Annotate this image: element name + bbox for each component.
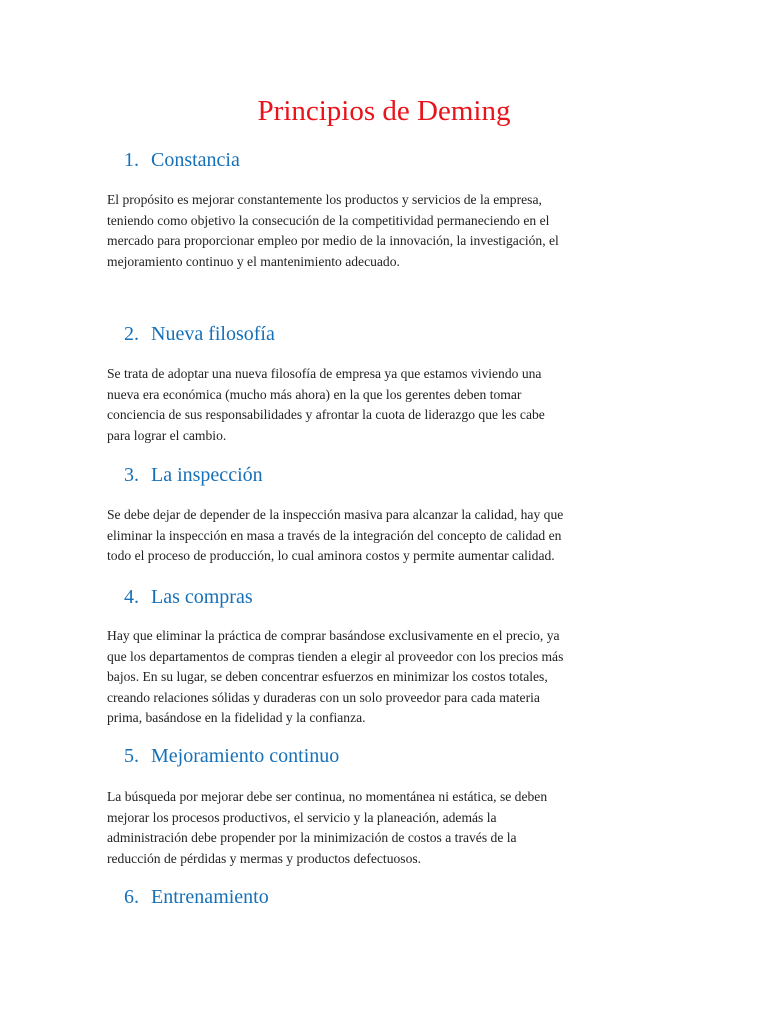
section-body-mejoramiento-continuo [107, 787, 667, 869]
paragraph-line: eliminar la inspección en masa a través de la integración del concepto de calidad en [107, 527, 562, 543]
paragraph-line: creando relaciones sólidas y duraderas con un solo proveedor para cada materia [107, 689, 540, 705]
paragraph-line: La búsqueda por mejorar debe ser continua, no momentánea ni estática, se deben [107, 789, 548, 804]
section-number: 2. [124, 323, 139, 345]
section-number: 4. [124, 586, 139, 608]
section-number: 5. [124, 745, 139, 767]
paragraph-line: conciencia de sus responsabilidades y afrontar la cuota de liderazgo que les cabe [107, 407, 545, 422]
page-title: Principios de Deming [257, 95, 511, 127]
section-heading-entrenamiento [124, 884, 269, 910]
paragraph-line: prima, basándose en la fidelidad y la confianza. [107, 710, 366, 725]
section-heading-las-compras [124, 584, 253, 610]
paragraph-line: nueva era económica (mucho más ahora) en la que los gerentes deben tomar [107, 386, 522, 402]
paragraph-line: mejorar los procesos productivos, el servicio y la planeación, además la [107, 809, 497, 825]
paragraph-line: administración debe propender por la minimización de costos a través de la [107, 830, 517, 845]
section-body-constancia [107, 190, 667, 272]
paragraph-line: mercado para proporcionar empleo por medio de la innovación, la investigación, el [107, 233, 559, 248]
section-heading-text: Las compras [151, 586, 253, 608]
section-body-la-inspeccion [107, 505, 667, 567]
section-body-las-compras [107, 626, 667, 729]
paragraph-line: que los departamentos de compras tienden a elegir al proveedor con los precios más [107, 648, 564, 664]
paragraph-line: El propósito es mejorar constantemente los productos y servicios de la empresa, [107, 192, 542, 207]
section-heading-text: Mejoramiento continuo [151, 745, 340, 767]
section-heading-constancia [124, 147, 240, 173]
section-body-nueva-filosofia [107, 364, 667, 446]
paragraph-line: Hay que eliminar la práctica de comprar basándose exclusivamente en el precio, ya [107, 628, 560, 643]
section-heading-la-inspeccion [124, 462, 263, 488]
paragraph-line: teniendo como objetivo la consecución de la competitividad permaneciendo en el [107, 212, 550, 228]
paragraph-line: todo el proceso de producción, lo cual aminora costos y permite aumentar calidad. [107, 548, 555, 563]
paragraph-line: reducción de pérdidas y mermas y productos defectuosos. [107, 850, 422, 866]
section-number: 3. [124, 464, 139, 486]
paragraph-line: mejoramiento continuo y el mantenimiento adecuado. [107, 253, 400, 269]
section-number: 6. [124, 886, 139, 908]
paragraph-line: Se trata de adoptar una nueva filosofía de empresa ya que estamos viviendo una [107, 366, 542, 381]
paragraph-line: para lograr el cambio. [107, 427, 227, 443]
paragraph-line: Se debe dejar de depender de la inspección masiva para alcanzar la calidad, hay que [107, 507, 564, 522]
section-heading-text: Constancia [151, 149, 240, 171]
section-heading-text: La inspección [151, 464, 263, 486]
section-heading-mejoramiento-continuo [124, 743, 339, 769]
section-heading-text: Entrenamiento [151, 886, 269, 908]
section-number: 1. [124, 149, 139, 171]
section-heading-nueva-filosofia [124, 321, 275, 347]
section-heading-text: Nueva filosofía [151, 323, 275, 345]
paragraph-line: bajos. En su lugar, se deben concentrar esfuerzos en minimizar los costos totales, [107, 669, 548, 684]
